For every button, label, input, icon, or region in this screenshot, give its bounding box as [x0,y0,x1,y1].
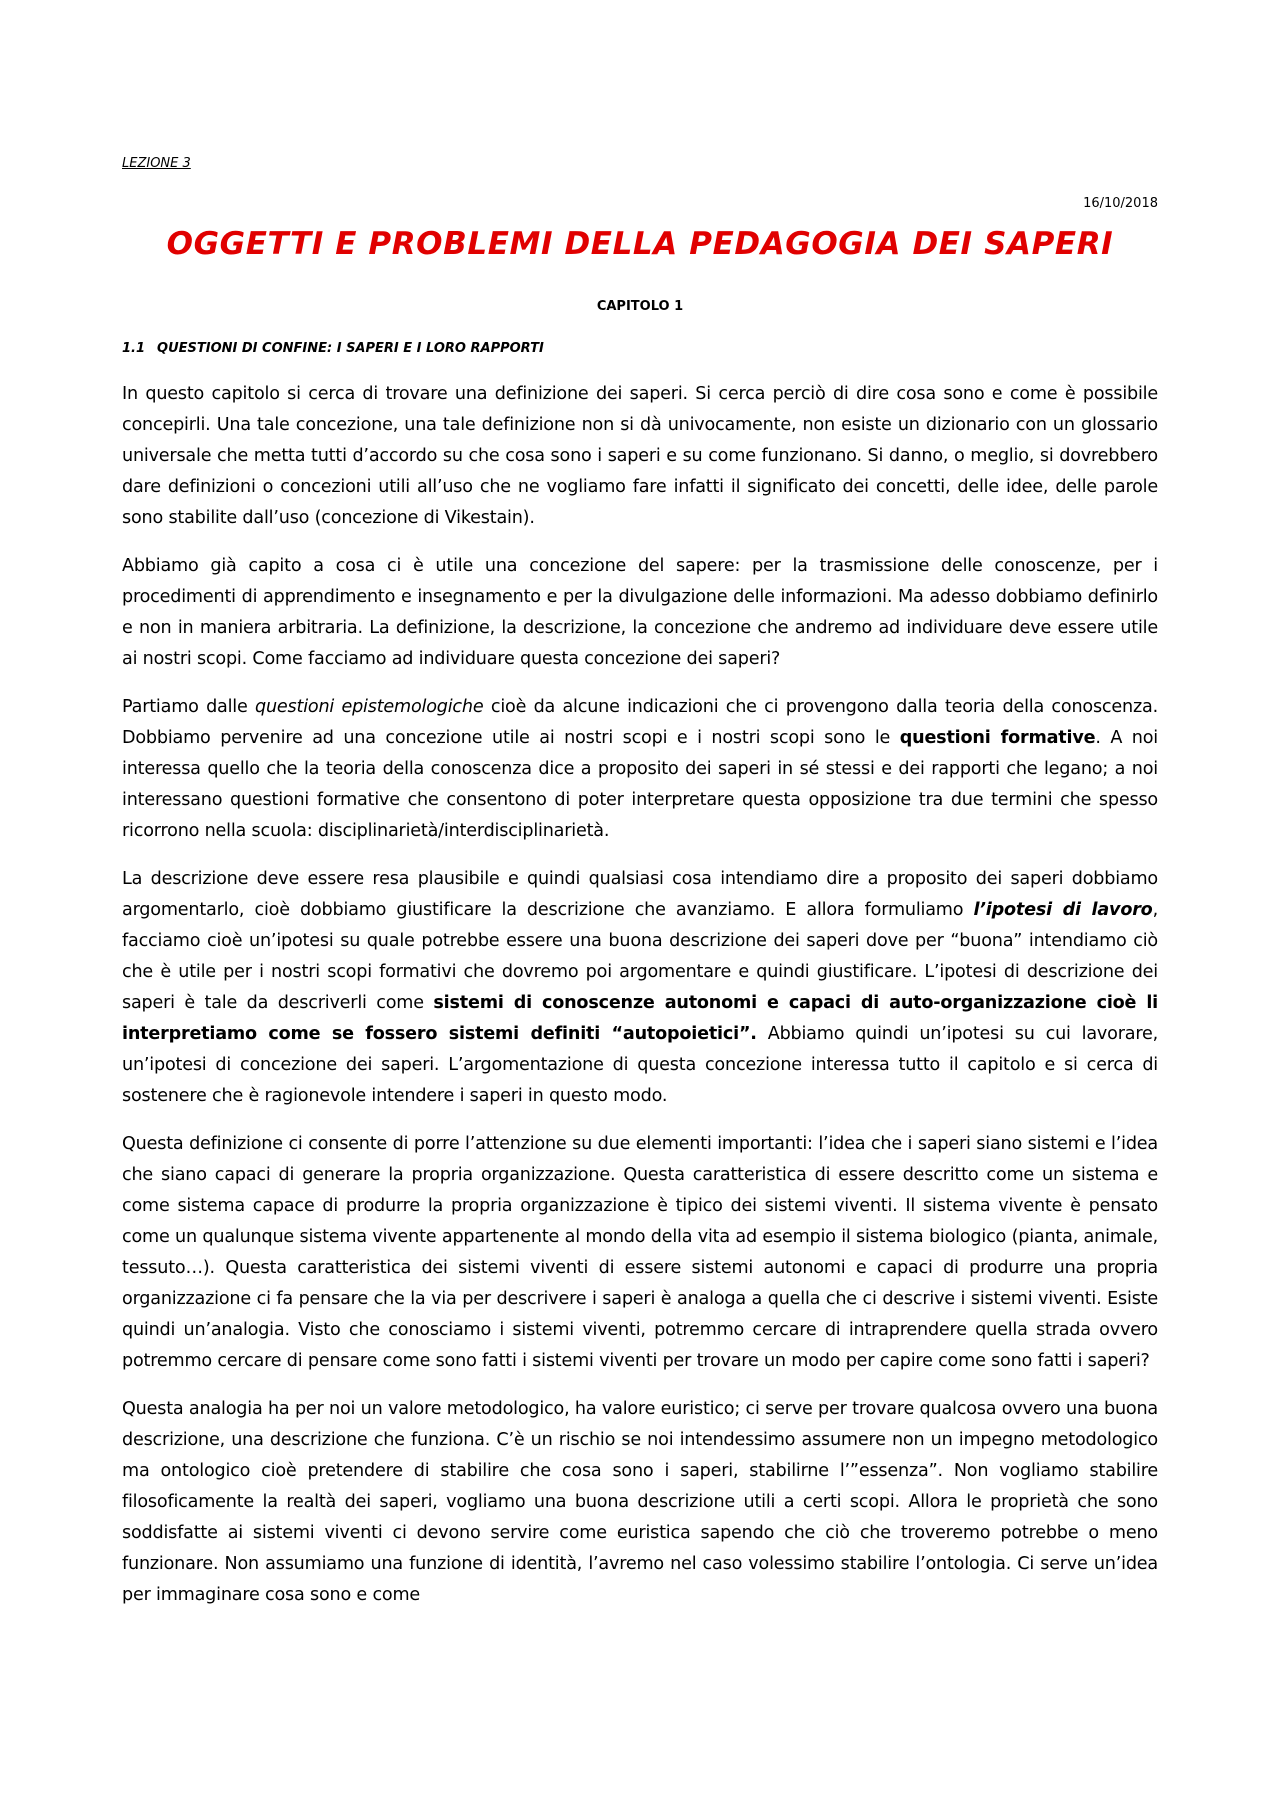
lesson-label: LEZIONE 3 [122,156,191,171]
section-number: 1.1 [122,341,146,356]
paragraph-3-strong: questioni formative [899,728,1096,748]
paragraph-5: Questa definizione ci consente di porre l’attenzione su due elementi importanti: l’idea che i saperi siano sistemi e l’idea che siano capaci di generare la propria organizzazione. Questa caratteristica di essere descritto come un sistema e come sistema capace di produrre la propria organizzazione è tipico dei sistemi viventi. Il sistema vivente è pensato come un qualunque sistema vivente appartenente al mondo della vita ad esempio il sistema biologico (pianta, animale, tessuto…). Questa caratteristica dei sistemi viventi di essere sistemi autonomi e capaci di produrre una propria organizzazione ci fa pensare che la via per descrivere i saperi è analoga a quella che ci descrive i sistemi viventi. Esiste quindi un’analogia. Visto che conosciamo i sistemi viventi, potremmo cercare di intraprendere quella strada ovvero potremmo cercare di pensare come sono fatti i sistemi viventi per trovare un modo per capire come sono fatti i saperi? [122,1134,1158,1371]
paragraph-4-text-e: Abbiamo quindi un’ipotesi su cui lavorare, un’ipotesi di concezione dei saperi. L’argomentazione di questa concezione interessa tutto il capitolo e si cerca di sostenere che è ragionevole intendere i saperi in questo modo. [122,1024,1158,1106]
paragraph-4-emphasis: l’ipotesi di lavoro [973,900,1153,920]
paragraph-2: Abbiamo già capito a cosa ci è utile una concezione del sapere: per la trasmissione delle conoscenze, per i procedimenti di apprendimento e insegnamento e per la divulgazione delle informazioni. Ma adesso dobbiamo definirlo e non in maniera arbitraria. La definizione, la descrizione, la concezione che andremo ad individuare deve essere utile ai nostri scopi. Come facciamo ad individuare questa concezione dei saperi? [122,556,1158,669]
paragraph-1: In questo capitolo si cerca di trovare una definizione dei saperi. Si cerca perciò di dire cosa sono e come è possibile concepirli. Una tale concezione, una tale definizione non si dà univocamente, non esiste un dizionario con un glossario universale che metta tutti d’accordo su che cosa sono i saperi e su come funzionano. Si danno, o meglio, si dovrebbero dare definizioni o concezioni utili all’uso che ne vogliamo fare infatti il significato dei concetti, delle idee, delle parole sono stabilite dall’uso (concezione di Vikestain). [122,384,1158,528]
paragraph-4 [122,864,1158,1112]
section-heading [122,341,544,356]
paragraph-3-emphasis: questioni epistemologiche [254,697,484,717]
paragraph-4-text-a: La descrizione deve essere resa plausibile e quindi qualsiasi cosa intendiamo dire a proposito dei saperi dobbiamo argomentarlo, cioè dobbiamo giustificare la descrizione che avanziamo. E allora formuliamo [122,869,1158,920]
paragraph-3-text-c: cioè da alcune indicazioni che ci provengono dalla teoria della conoscenza. Dobbiamo pervenire ad una concezione utile ai nostri scopi e i nostri scopi sono le [122,697,1158,748]
paragraph-4-text-c: , facciamo cioè un’ipotesi su quale potrebbe essere una buona descrizione dei saperi dove per “buona” intendiamo ciò che è utile per i nostri scopi formativi che dovremo poi argomentare e quindi giustificare. L’ipotesi di descrizione dei saperi è tale da descriverli come [122,900,1158,1013]
page-title: OGGETTI E PROBLEMI DELLA PEDAGOGIA DEI SAPERI [166,226,1114,262]
body-text [122,379,1158,1628]
paragraph-4-strong: sistemi di conoscenze autonomi e capaci di auto-organizzazione cioè li interpretiamo come se fossero sistemi definiti “autopoietici”. [122,993,1158,1044]
chapter-heading: CAPITOLO 1 [596,299,684,314]
paragraph-6: Questa analogia ha per noi un valore metodologico, ha valore euristico; ci serve per trovare qualcosa ovvero una buona descrizione, una descrizione che funziona. C’è un rischio se noi intendessimo assumere non un impegno metodologico ma ontologico cioè pretendere di stabilire che cosa sono i saperi, stabilirne l’”essenza”. Non vogliamo stabilire filosoficamente la realtà dei saperi, vogliamo una buona descrizione utili a certi scopi. Allora le proprietà che sono soddisfatte ai sistemi viventi ci devono servire come euristica sapendo che ciò che troveremo potrebbe o meno funzionare. Non assumiamo una funzione di identità, l’avremo nel caso volessimo stabilire l’ontologia. Ci serve un’idea per immaginare cosa sono e come [122,1399,1158,1605]
paragraph-3-text-e: . A noi interessa quello che la teoria della conoscenza dice a proposito dei saperi in sé stessi e dei rapporti che legano; a noi interessano questioni formative che consentono di poter interpretare questa opposizione tra due termini che spesso ricorrono nella scuola: disciplinarietà/interdisciplinarietà. [122,728,1158,841]
paragraph-3-text-a: Partiamo dalle [122,697,255,717]
date-label: 16/10/2018 [1083,196,1158,211]
section-title: QUESTIONI DI CONFINE: I SAPERI E I LORO RAPPORTI [157,341,544,356]
paragraph-3 [122,692,1158,847]
